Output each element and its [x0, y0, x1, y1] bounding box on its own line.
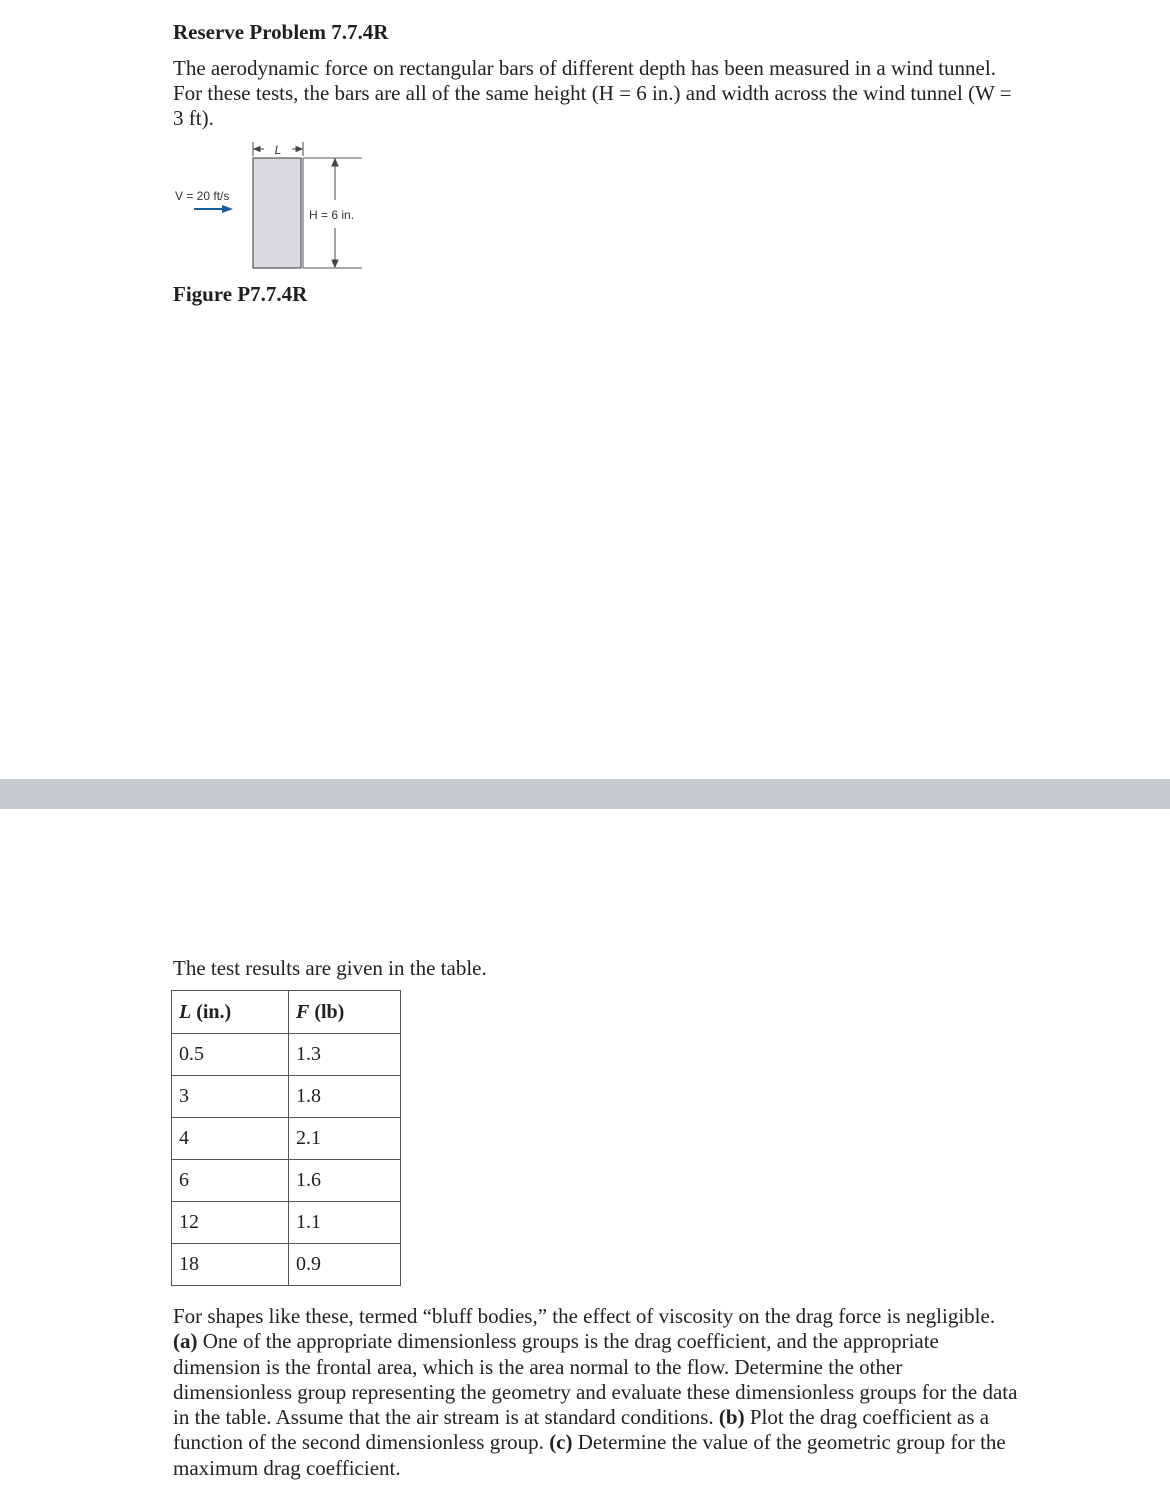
table-header-row: [172, 991, 401, 1034]
force-cell: 1.3: [289, 1034, 401, 1076]
depth-label: L: [274, 143, 282, 157]
table-row: [172, 1244, 401, 1286]
table-row: [172, 1076, 401, 1118]
bluff-body-note: For shapes like these, termed “bluff bodies,” the effect of viscosity on the drag force is negligible.: [173, 1304, 996, 1328]
figure-caption: Figure P7.7.4R: [173, 282, 308, 306]
velocity-label: V = 20 ft/s: [175, 189, 230, 203]
length-cell: 6: [172, 1160, 289, 1202]
length-cell: 4: [172, 1118, 289, 1160]
rectangular-bar: [253, 158, 301, 268]
problem-intro: The aerodynamic force on rectangular bars of different depth has been measured in a wind tunnel. For these tests, the bars are all of the same height (H = 6 in.) and width across the wind tunnel (W = 3 ft).: [173, 56, 1012, 130]
force-cell: 1.1: [289, 1202, 401, 1244]
part-c-label: (c): [549, 1430, 573, 1455]
force-cell: 0.9: [289, 1244, 401, 1286]
problem-questions: [173, 1304, 1023, 1481]
length-cell: 3: [172, 1076, 289, 1118]
force-cell: 1.6: [289, 1160, 401, 1202]
flow-arrow-icon: [194, 205, 233, 213]
table-intro: The test results are given in the table.: [173, 956, 487, 980]
header-length: L (in.): [172, 991, 289, 1034]
part-b-label: (b): [718, 1405, 745, 1430]
length-cell: 0.5: [172, 1034, 289, 1076]
length-cell: 18: [172, 1244, 289, 1286]
results-table: [171, 990, 401, 1286]
force-cell: 2.1: [289, 1118, 401, 1160]
problem-title: Reserve Problem 7.7.4R: [173, 20, 389, 44]
length-cell: 12: [172, 1202, 289, 1244]
bar-figure: [172, 136, 372, 276]
table-row: [172, 1202, 401, 1244]
page-divider: [0, 779, 1170, 809]
table-row: [172, 1034, 401, 1076]
part-b-text: Plot the drag coefficient as a function of the second dimensionless group.: [173, 1405, 990, 1455]
part-c-text: Determine the value of the geometric group for the maximum drag coefficient.: [173, 1430, 1006, 1480]
height-label: H = 6 in.: [309, 208, 355, 222]
table-row: [172, 1118, 401, 1160]
part-a-text: One of the appropriate dimensionless groups is the drag coefficient, and the appropriate dimension is the frontal area, which is the area normal to the flow. Determine the other dimensionless group representing the geometry and evaluate these dimensionless groups for the data in the table. Assume that the air stream is at standard conditions.: [173, 1329, 1018, 1430]
header-force: F (lb): [289, 991, 401, 1034]
table-row: [172, 1160, 401, 1202]
part-a-label: (a): [173, 1329, 198, 1354]
force-cell: 1.8: [289, 1076, 401, 1118]
